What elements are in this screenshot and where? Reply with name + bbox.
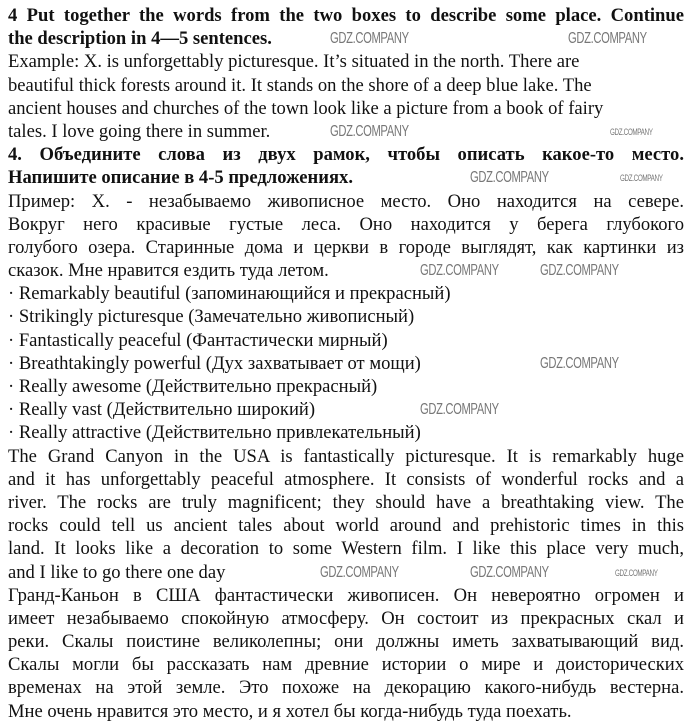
text-line: and I like to go there one day: [8, 561, 226, 583]
text-line: rocks could tell us ancient tales about world around and prehistoric times in this: [8, 515, 684, 537]
task-heading-en: [8, 4, 684, 50]
task-heading-ru: [8, 143, 684, 189]
text-line: сказок. Мне нравится ездить туда летом.: [8, 260, 329, 282]
watermark: GDZ.COMPANY: [620, 173, 663, 183]
list-item: · Strikingly picturesque (Замечательно живописный): [8, 306, 415, 328]
text-line: имеет незабываемо спокойную атмосферу. Он состоит из прекрасных скал и: [8, 607, 684, 629]
text-line: Скалы могли бы рассказать нам древние истории о мире и доисторических: [8, 654, 684, 676]
text-line: land. It looks like a decoration to some Western film. I like this place very much,: [8, 538, 684, 560]
text-line: tales. I love going there in summer.: [8, 120, 271, 142]
watermark: GDZ.COMPANY: [540, 262, 619, 279]
watermark: GDZ.COMPANY: [330, 30, 409, 47]
watermark: GDZ.COMPANY: [615, 568, 658, 578]
text-line: Гранд-Каньон в США фантастически живописен. Он невероятно огромен и: [8, 584, 684, 606]
list-item: · Really vast (Действительно широкий): [8, 399, 316, 421]
watermark: GDZ.COMPANY: [610, 127, 653, 137]
answer-ru: [8, 584, 684, 723]
list-item: · Breathtakingly powerful (Дух захватывает от мощи): [8, 352, 421, 374]
text-line: голубого озера. Старинные дома и церкви в городе выглядят, как картинки из: [8, 236, 684, 258]
text-line: временах на этой земле. Это похоже на декорацию какого-нибудь вестерна.: [8, 677, 684, 699]
list-item: · Really attractive (Действительно привлекательный): [8, 422, 421, 444]
example-ru: [8, 190, 684, 283]
example-en: [8, 50, 684, 143]
heading-line: the description in 4—5 sentences.: [8, 28, 272, 50]
text-line: Пример: X. - незабываемо живописное место. Оно находится на севере.: [8, 190, 684, 212]
text-line: Мне очень нравится это место, и я хотел бы когда-нибудь туда поехать.: [8, 700, 572, 722]
list-item: · Really awesome (Действительно прекрасный): [8, 376, 378, 397]
text-line: and it has unforgettably peaceful atmosphere. It consists of wonderful rocks and a: [8, 468, 684, 490]
heading-line: 4 Put together the words from the two boxes to describe some place. Continue: [8, 5, 684, 26]
watermark: GDZ.COMPANY: [568, 30, 647, 47]
list-item: · Fantastically peaceful (Фантастически мирный): [8, 329, 388, 351]
phrase-list: [8, 282, 684, 444]
answer-en: [8, 445, 684, 584]
text-line: river. The rocks are truly magnificent; they should have a breathtaking view. The: [8, 491, 684, 513]
document: [8, 4, 684, 723]
text-line: The Grand Canyon in the USA is fantastically picturesque. It is remarkably huge: [8, 445, 684, 467]
watermark: GDZ.COMPANY: [320, 564, 399, 581]
text-line: ancient houses and churches of the town look like a picture from a book of fairy: [8, 97, 604, 119]
watermark: GDZ.COMPANY: [470, 564, 549, 581]
text-line: beautiful thick forests around it. It stands on the shore of a deep blue lake. The: [8, 74, 592, 96]
watermark: GDZ.COMPANY: [420, 401, 499, 418]
list-item: · Remarkably beautiful (запоминающийся и прекрасный): [8, 283, 451, 305]
text-line: Вокруг него красивые густые леса. Оно находится у берега глубокого: [8, 213, 684, 235]
text-line: реки. Скалы поистине великолепны; они должны иметь захватывающий вид.: [8, 631, 684, 653]
watermark: GDZ.COMPANY: [540, 355, 619, 372]
text-line: Example: X. is unforgettably picturesque. It’s situated in the north. There are: [8, 51, 580, 73]
heading-line: 4. Объедините слова из двух рамок, чтобы описать какое-то место.: [8, 144, 684, 166]
watermark: GDZ.COMPANY: [330, 123, 409, 140]
watermark: GDZ.COMPANY: [420, 262, 499, 279]
watermark: GDZ.COMPANY: [470, 169, 549, 186]
heading-line: Напишите описание в 4-5 предложениях.: [8, 167, 353, 189]
